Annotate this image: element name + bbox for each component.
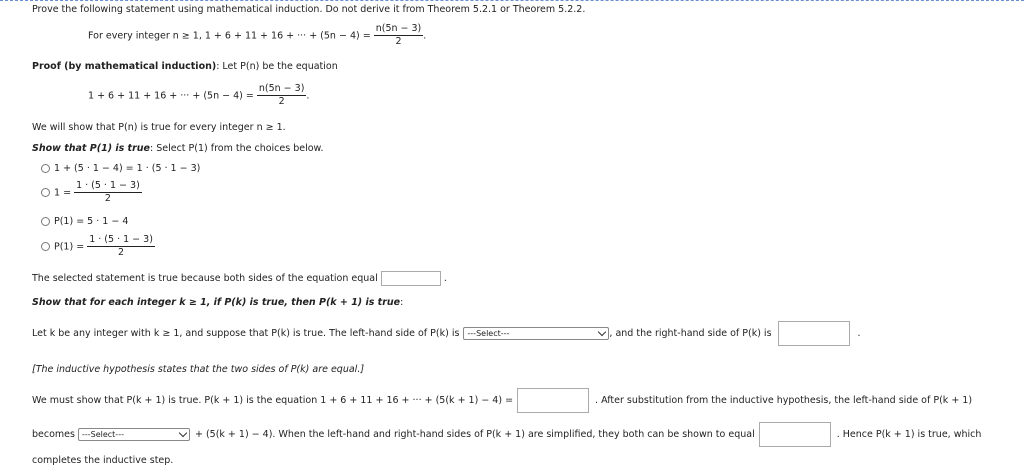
choice-4-fraction — [87, 235, 155, 259]
choice-3-radio[interactable] — [41, 217, 50, 226]
hence-text: . Hence P(k + 1) is true, which — [836, 429, 982, 440]
selected-statement — [32, 271, 447, 286]
step-colon: : — [400, 297, 404, 308]
must-show-line — [32, 388, 972, 413]
statement-end: . — [423, 30, 427, 42]
choice-2[interactable] — [41, 181, 142, 205]
top-border — [0, 0, 1024, 1]
let-k-line — [32, 321, 861, 346]
after-substitution-text: . After substitution from the inductive hypothesis, the left-hand side of P(k + 1) — [595, 395, 973, 406]
step-heading: Show that for each integer k ≥ 1, if P(k) is true, then P(k + 1) is true — [32, 297, 401, 308]
choice-4-radio[interactable] — [41, 242, 50, 251]
rhs-pk-text: , and the right-hand side of P(k) is — [609, 328, 772, 339]
proof-text: : Let P(n) be the equation — [216, 61, 338, 72]
show-all-text: We will show that P(n) is true for every integer n ≥ 1. — [32, 122, 286, 133]
let-k-text: Let k be any integer with k ≥ 1, and suppose that P(k) is true. The left-hand side of P(k) is — [32, 328, 460, 339]
rhs-pk-input[interactable] — [778, 321, 850, 346]
base-text: : Select P(1) from the choices below. — [150, 143, 324, 154]
intro-text: Prove the following statement using mathematical induction. Do not derive it from Theorem 5.2.1 or Theorem 5.2.2. — [32, 4, 586, 15]
choice-4-denominator: 2 — [118, 247, 125, 259]
statement-numerator: n(5n − 3) — [374, 24, 424, 36]
choice-1[interactable] — [41, 163, 200, 174]
selected-text: The selected statement is true because both sides of the equation equal — [32, 273, 378, 284]
becomes-line — [32, 422, 981, 447]
proof-eq-fraction — [257, 83, 310, 108]
choice-3-label: P(1) = 5 · 1 − 4 — [54, 216, 129, 227]
lhs-pk1-select-value: ---Select--- — [81, 430, 124, 439]
proof-eq-end: . — [306, 90, 310, 102]
chevron-down-icon — [598, 328, 606, 336]
choice-2-denominator: 2 — [104, 193, 111, 205]
selected-period: . — [443, 273, 447, 284]
proof-eq-denominator: 2 — [278, 96, 285, 108]
choice-1-label: 1 + (5 · 1 − 4) = 1 · (5 · 1 − 3) — [54, 163, 201, 174]
proof-eq-lhs: 1 + 6 + 11 + 16 + ··· + (5n − 4) = — [88, 90, 254, 102]
must-show-text: We must show that P(k + 1) is true. P(k + 1) is the equation 1 + 6 + 11 + 16 + ··· + (5(k + 1) − 4) = — [32, 395, 514, 406]
choice-3[interactable] — [41, 216, 128, 227]
choice-4-numerator: 1 · (5 · 1 − 3) — [87, 235, 155, 247]
completes-text: completes the inductive step. — [32, 455, 174, 466]
choice-2-numerator: 1 · (5 · 1 − 3) — [74, 181, 142, 193]
proof-heading: Proof (by mathematical induction) — [32, 61, 217, 72]
lhs-pk-select[interactable] — [463, 327, 609, 340]
proof-equation — [88, 84, 309, 108]
choice-1-radio[interactable] — [41, 164, 50, 173]
choice-2-radio[interactable] — [41, 188, 50, 197]
both-sides-value-input[interactable] — [381, 271, 441, 286]
statement-lhs: For every integer n ≥ 1, 1 + 6 + 11 + 16 + ··· + (5n − 4) = — [88, 30, 371, 42]
choice-2-fraction — [74, 181, 142, 205]
hypothesis-note: [The inductive hypothesis states that the two sides of P(k) are equal.] — [32, 364, 365, 375]
proof-eq-numerator: n(5n − 3) — [257, 84, 307, 96]
chevron-down-icon — [179, 429, 187, 437]
rhs-pk1-input[interactable] — [517, 388, 589, 413]
becomes-text: becomes — [32, 429, 75, 440]
statement — [88, 24, 426, 48]
choice-4[interactable] — [41, 235, 155, 259]
base-heading: Show that P(1) is true — [32, 143, 150, 154]
statement-denominator: 2 — [395, 36, 402, 48]
base-case — [32, 143, 323, 154]
lhs-pk1-select[interactable] — [78, 428, 190, 441]
statement-fraction — [374, 23, 427, 48]
let-k-period: . — [857, 328, 861, 339]
inductive-step — [32, 297, 403, 308]
choice-4-lhs: P(1) = — [54, 241, 85, 253]
simplified-text: + (5(k + 1) − 4). When the left-hand and right-hand sides of P(k + 1) are simplified, they both can be shown to equal — [194, 429, 755, 440]
choice-2-lhs: 1 = — [54, 187, 72, 199]
simplified-value-input[interactable] — [759, 422, 831, 447]
proof-intro — [32, 61, 338, 72]
lhs-pk-select-value: ---Select--- — [467, 329, 510, 338]
